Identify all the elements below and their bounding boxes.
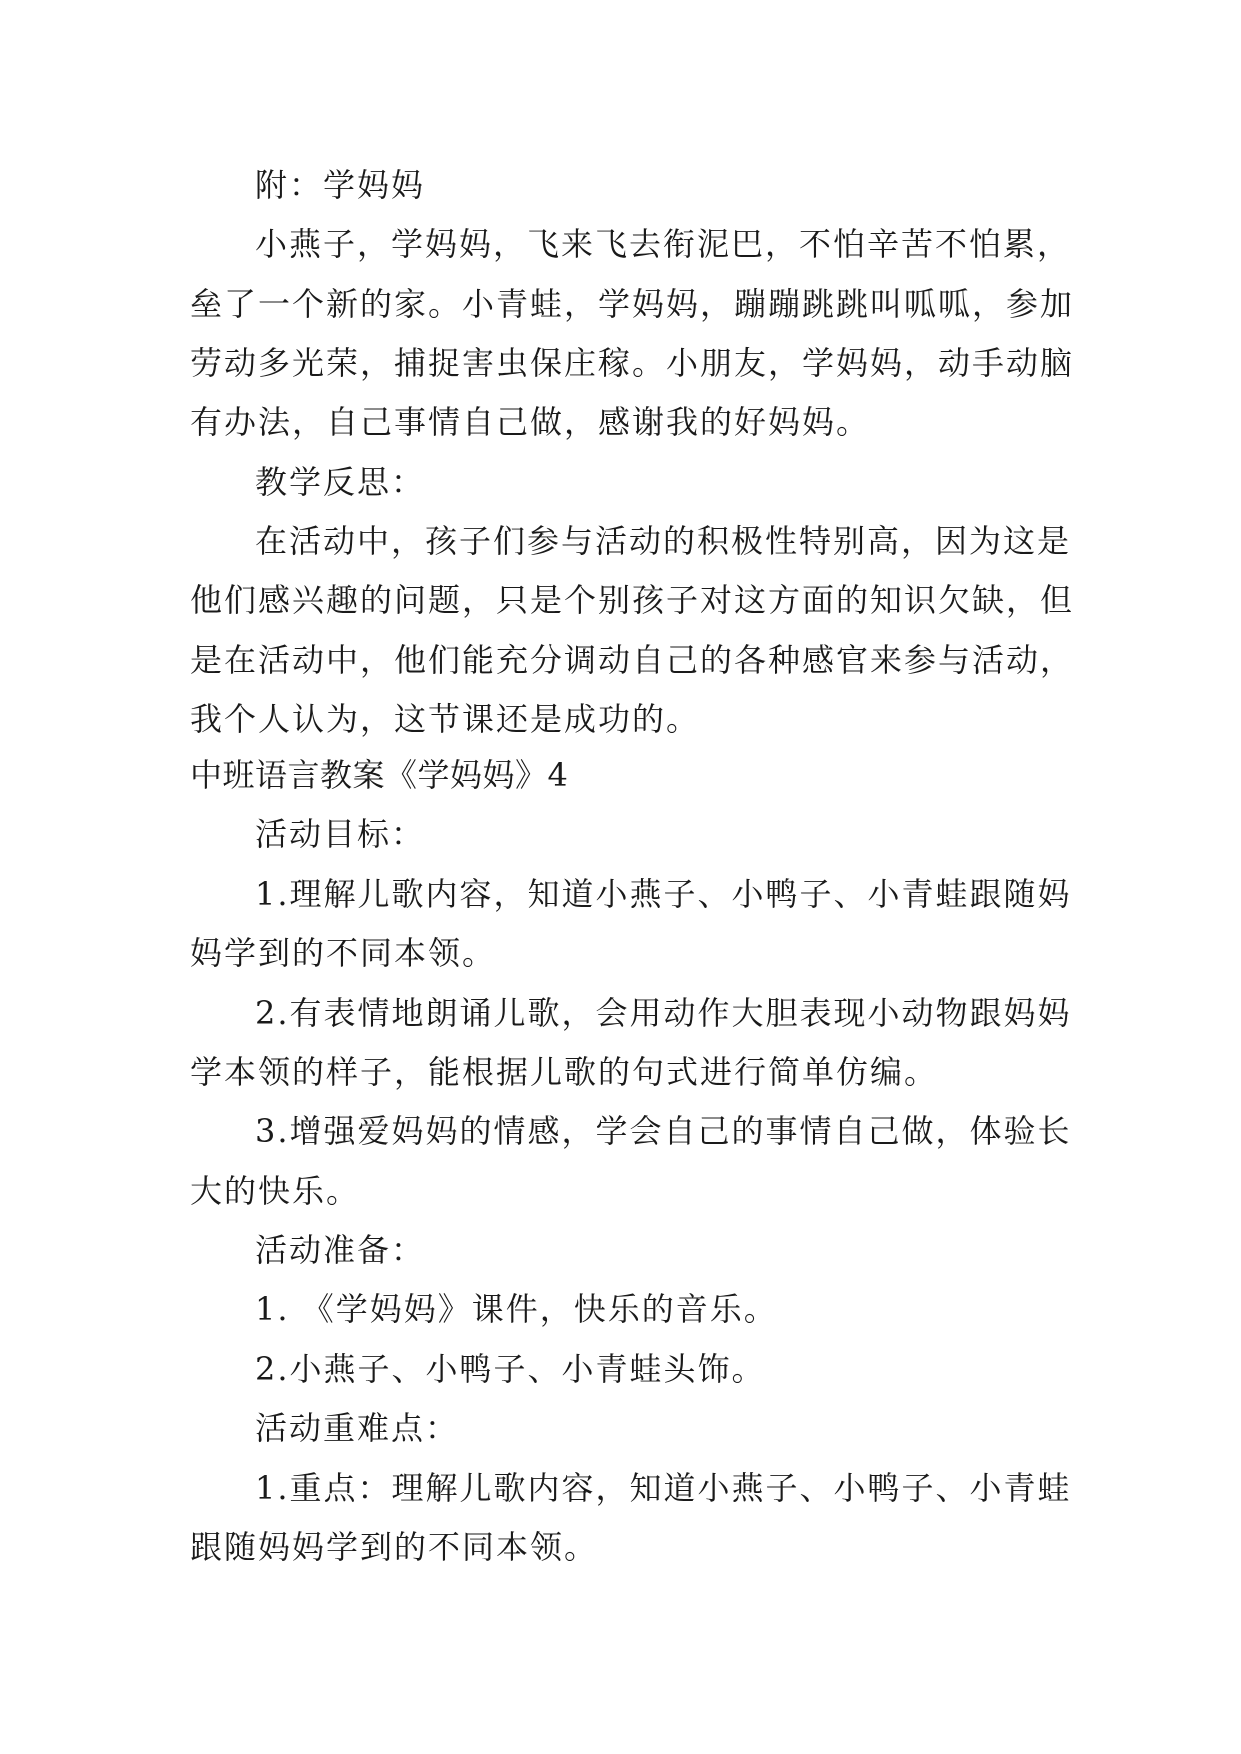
paragraph-line: 劳动多光荣，捕捉害虫保庄稼。小朋友，学妈妈，动手动脑 (190, 344, 1075, 382)
section-label: 活动目标： (255, 815, 426, 853)
paragraph-line: 学本领的样子，能根据儿歌的句式进行简单仿编。 (190, 1053, 939, 1091)
paragraph-line: 1.理解儿歌内容，知道小燕子、小鸭子、小青蛙跟随妈 (255, 875, 1072, 913)
paragraph-line: 1. 《学妈妈》课件，快乐的音乐。 (255, 1290, 778, 1328)
section-label: 活动重难点： (255, 1409, 460, 1447)
paragraph-line: 是在活动中，他们能充分调动自己的各种感官来参与活动， (190, 641, 1075, 679)
paragraph-line: 2.小燕子、小鸭子、小青蛙头饰。 (255, 1350, 766, 1388)
paragraph-line: 垒了一个新的家。小青蛙，学妈妈，蹦蹦跳跳叫呱呱，参加 (190, 285, 1075, 323)
paragraph-line: 跟随妈妈学到的不同本领。 (190, 1528, 599, 1566)
paragraph-line: 妈学到的不同本领。 (190, 934, 497, 972)
section-label: 活动准备： (255, 1231, 426, 1269)
paragraph-line: 小燕子，学妈妈，飞来飞去衔泥巴，不怕辛苦不怕累， (255, 225, 1072, 263)
paragraph-line: 我个人认为，这节课还是成功的。 (190, 700, 701, 738)
appendix-title: 附：学妈妈 (255, 166, 426, 204)
lesson-heading: 中班语言教案《学妈妈》4 (190, 756, 569, 794)
paragraph-line: 2.有表情地朗诵儿歌，会用动作大胆表现小动物跟妈妈 (255, 994, 1072, 1032)
paragraph-line: 他们感兴趣的问题，只是个别孩子对这方面的知识欠缺，但 (190, 581, 1075, 619)
paragraph-line: 1.重点：理解儿歌内容，知道小燕子、小鸭子、小青蛙 (255, 1469, 1072, 1507)
paragraph-line: 在活动中，孩子们参与活动的积极性特别高，因为这是 (255, 522, 1072, 560)
paragraph-line: 大的快乐。 (190, 1172, 361, 1210)
paragraph-line: 有办法，自己事情自己做，感谢我的好妈妈。 (190, 403, 871, 441)
paragraph-line: 3.增强爱妈妈的情感，学会自己的事情自己做，体验长 (255, 1112, 1072, 1150)
section-label: 教学反思： (255, 463, 426, 501)
